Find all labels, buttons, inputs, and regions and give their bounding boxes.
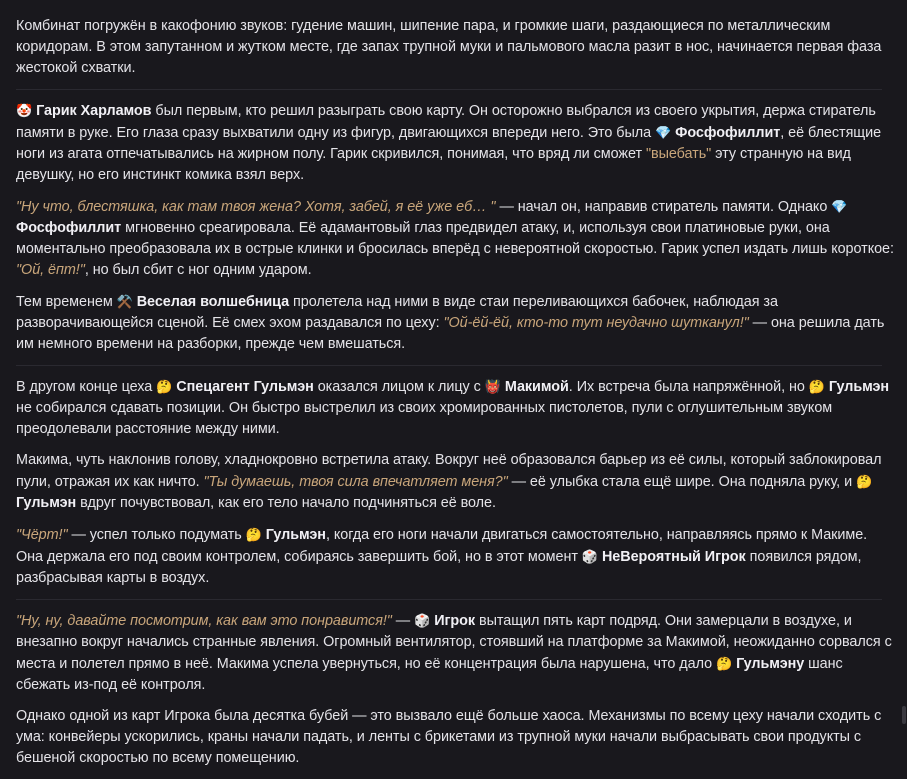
paragraph-7: "Чёрт!" — успел только подумать 🤔 Гульмэн, когда его ноги начали двигаться самостоятельно, направляясь прямо к Макиме. Она держала его под своим контролем, собираясь завершить бой, но в этот момент 🎲 НеВероятный Игрок появился рядом, разбрасывая карты в воздух. xyxy=(16,527,868,586)
dice-icon: 🎲 xyxy=(414,613,431,628)
hammer-pick-icon: ⚒️ xyxy=(116,294,133,309)
thinking-face-icon: 🤔 xyxy=(856,474,873,489)
thinking-face-icon: 🤔 xyxy=(156,379,173,394)
divider xyxy=(16,89,882,90)
divider xyxy=(16,599,882,600)
scrollbar-thumb[interactable] xyxy=(902,706,906,724)
gem-icon: 💎 xyxy=(831,199,848,214)
scrollbar[interactable] xyxy=(901,0,907,730)
thinking-face-icon: 🤔 xyxy=(808,379,825,394)
character-name: Фосфофиллит xyxy=(16,220,122,236)
dialogue-quote: "Ой, ёпт!" xyxy=(16,262,85,278)
dialogue-quote: "Чёрт!" xyxy=(16,527,68,543)
dialogue-quote: "Ты думаешь, твоя сила впечатляет меня?" xyxy=(203,474,508,490)
dice-icon: 🎲 xyxy=(581,549,598,564)
character-name: Гульмэн xyxy=(265,527,326,543)
narration-text: Комбинат погружён в какофонию звуков: гудение машин, шипение пара, и громкие шаги, раздающиеся по металлическим коридорам. В этом запутанном и жутком месте, где запах трупной муки и пальмового масла разит в нос, начинается первая фаза жестокой схватки. xyxy=(16,18,882,76)
paragraph-1 xyxy=(16,16,896,79)
paragraph-5: В другом конце цеха 🤔 Спецагент Гульмэн оказался лицом к лицу с 👹 Макимой. Их встреча была напряжённой, но 🤔 Гульмэн не собирался сдавать позиции. Он быстро выстрелил из своих хромированных пистолетов, пули с оглушительным звуком преодолевали расстояние между ними. xyxy=(16,379,890,437)
divider xyxy=(16,365,882,366)
dialogue-quote: "Ну что, блестяшка, как там твоя жена? Хотя, забей, я её уже еб… " xyxy=(16,199,496,215)
character-name: Фосфофиллит xyxy=(675,125,781,141)
character-name: Гарик Харламов xyxy=(36,103,152,119)
dialogue-quote: "Ну, ну, давайте посмотрим, как вам это понравится!" xyxy=(16,613,392,629)
dialogue-quote: "Ой-ёй-ёй, кто-то тут неудачно шутканул!" xyxy=(443,315,749,331)
paragraph-8: "Ну, ну, давайте посмотрим, как вам это понравится!" — 🎲 Игрок вытащил пять карт подряд. Они замерцали в воздухе, и внезапно вокруг начались странные явления. Огромный вентилятор, стоявший на платформе за Макимой, неожиданно сорвался с места и полетел прямо в неё. Макима успела увернуться, но её концентрация была нарушена, что дало 🤔 Гульмэну шанс сбежать из-под её контроля. xyxy=(16,613,892,693)
quoted-word: "выебать" xyxy=(645,146,712,162)
character-name: Игрок xyxy=(434,613,476,629)
character-name: Спецагент Гульмэн xyxy=(176,379,314,395)
paragraph-4: Тем временем ⚒️ Веселая волшебница пролетела над ними в виде стаи переливающихся бабочек, наблюдая за разворачивающейся сценой. Её смех эхом раздавался по цеху: "Ой-ёй-ёй, кто-то тут неудачно шутканул!" — она решила дать им немного времени на разборки, прежде чем вмешаться. xyxy=(16,294,885,352)
narration-text: Однако одной из карт Игрока была десятка бубей — это вызвало ещё больше хаоса. Механизмы по всему цеху начали сходить с ума: конвейеры ускорились, краны начали падать, и ленты с брикетами из трупной муки начали выбрасывать свои продукты с бешеной скоростью по всему помещению. xyxy=(16,708,882,766)
character-name: Макимой xyxy=(504,379,569,395)
character-name: Гульмэн xyxy=(16,495,77,511)
character-name: Гульмэн xyxy=(828,379,890,395)
paragraph-3: "Ну что, блестяшка, как там твоя жена? Хотя, забей, я её уже еб… " — начал он, направив стиратель памяти. Однако 💎 Фосфофиллит мгновенно среагировала. Её адамантовый глаз предвидел атаку, и, используя свои платиновые руки, она моментально преобразовала их в острые клинки и бросилась вперёд с невероятной скоростью. Гарик успел издать лишь короткое: "Ой, ёпт!", но был сбит с ног одним ударом. xyxy=(16,199,894,278)
clown-icon: 🤡 xyxy=(16,103,33,118)
ogre-icon: 👹 xyxy=(484,379,501,394)
paragraph-6: Макима, чуть наклонив голову, хладнокровно встретила атаку. Вокруг неё образовался барьер из её силы, который заблокировал пули, отражая их как ничто. "Ты думаешь, твоя сила впечатляет меня?" — её улыбка стала ещё шире. Она подняла руку, и 🤔 Гульмэн вдруг почувствовал, как его тело начало подчиняться её воле. xyxy=(16,452,882,511)
character-name: Веселая волшебница xyxy=(136,294,290,310)
thinking-face-icon: 🤔 xyxy=(715,656,733,671)
gem-icon: 💎 xyxy=(655,125,672,140)
thinking-face-icon: 🤔 xyxy=(245,527,262,542)
story-text xyxy=(16,16,896,779)
character-name: НеВероятный Игрок xyxy=(601,549,746,565)
paragraph-2: 🤡 Гарик Харламов был первым, кто решил разыграть свою карту. Он осторожно выбрался из своего укрытия, держа стиратель памяти в руке. Его глаза сразу выхватили одну из фигур, двигающихся впереди него. Это была 💎 Фосфофиллит, её блестящие ноги из агата отпечатывались на жирном полу. Гарик скривился, понимая, что вряд ли сможет "выебать" эту странную на вид девушку, но его инстинкт комика взял верх. xyxy=(16,103,882,183)
character-name: Гульмэну xyxy=(736,656,805,672)
paragraph-9 xyxy=(16,706,896,769)
